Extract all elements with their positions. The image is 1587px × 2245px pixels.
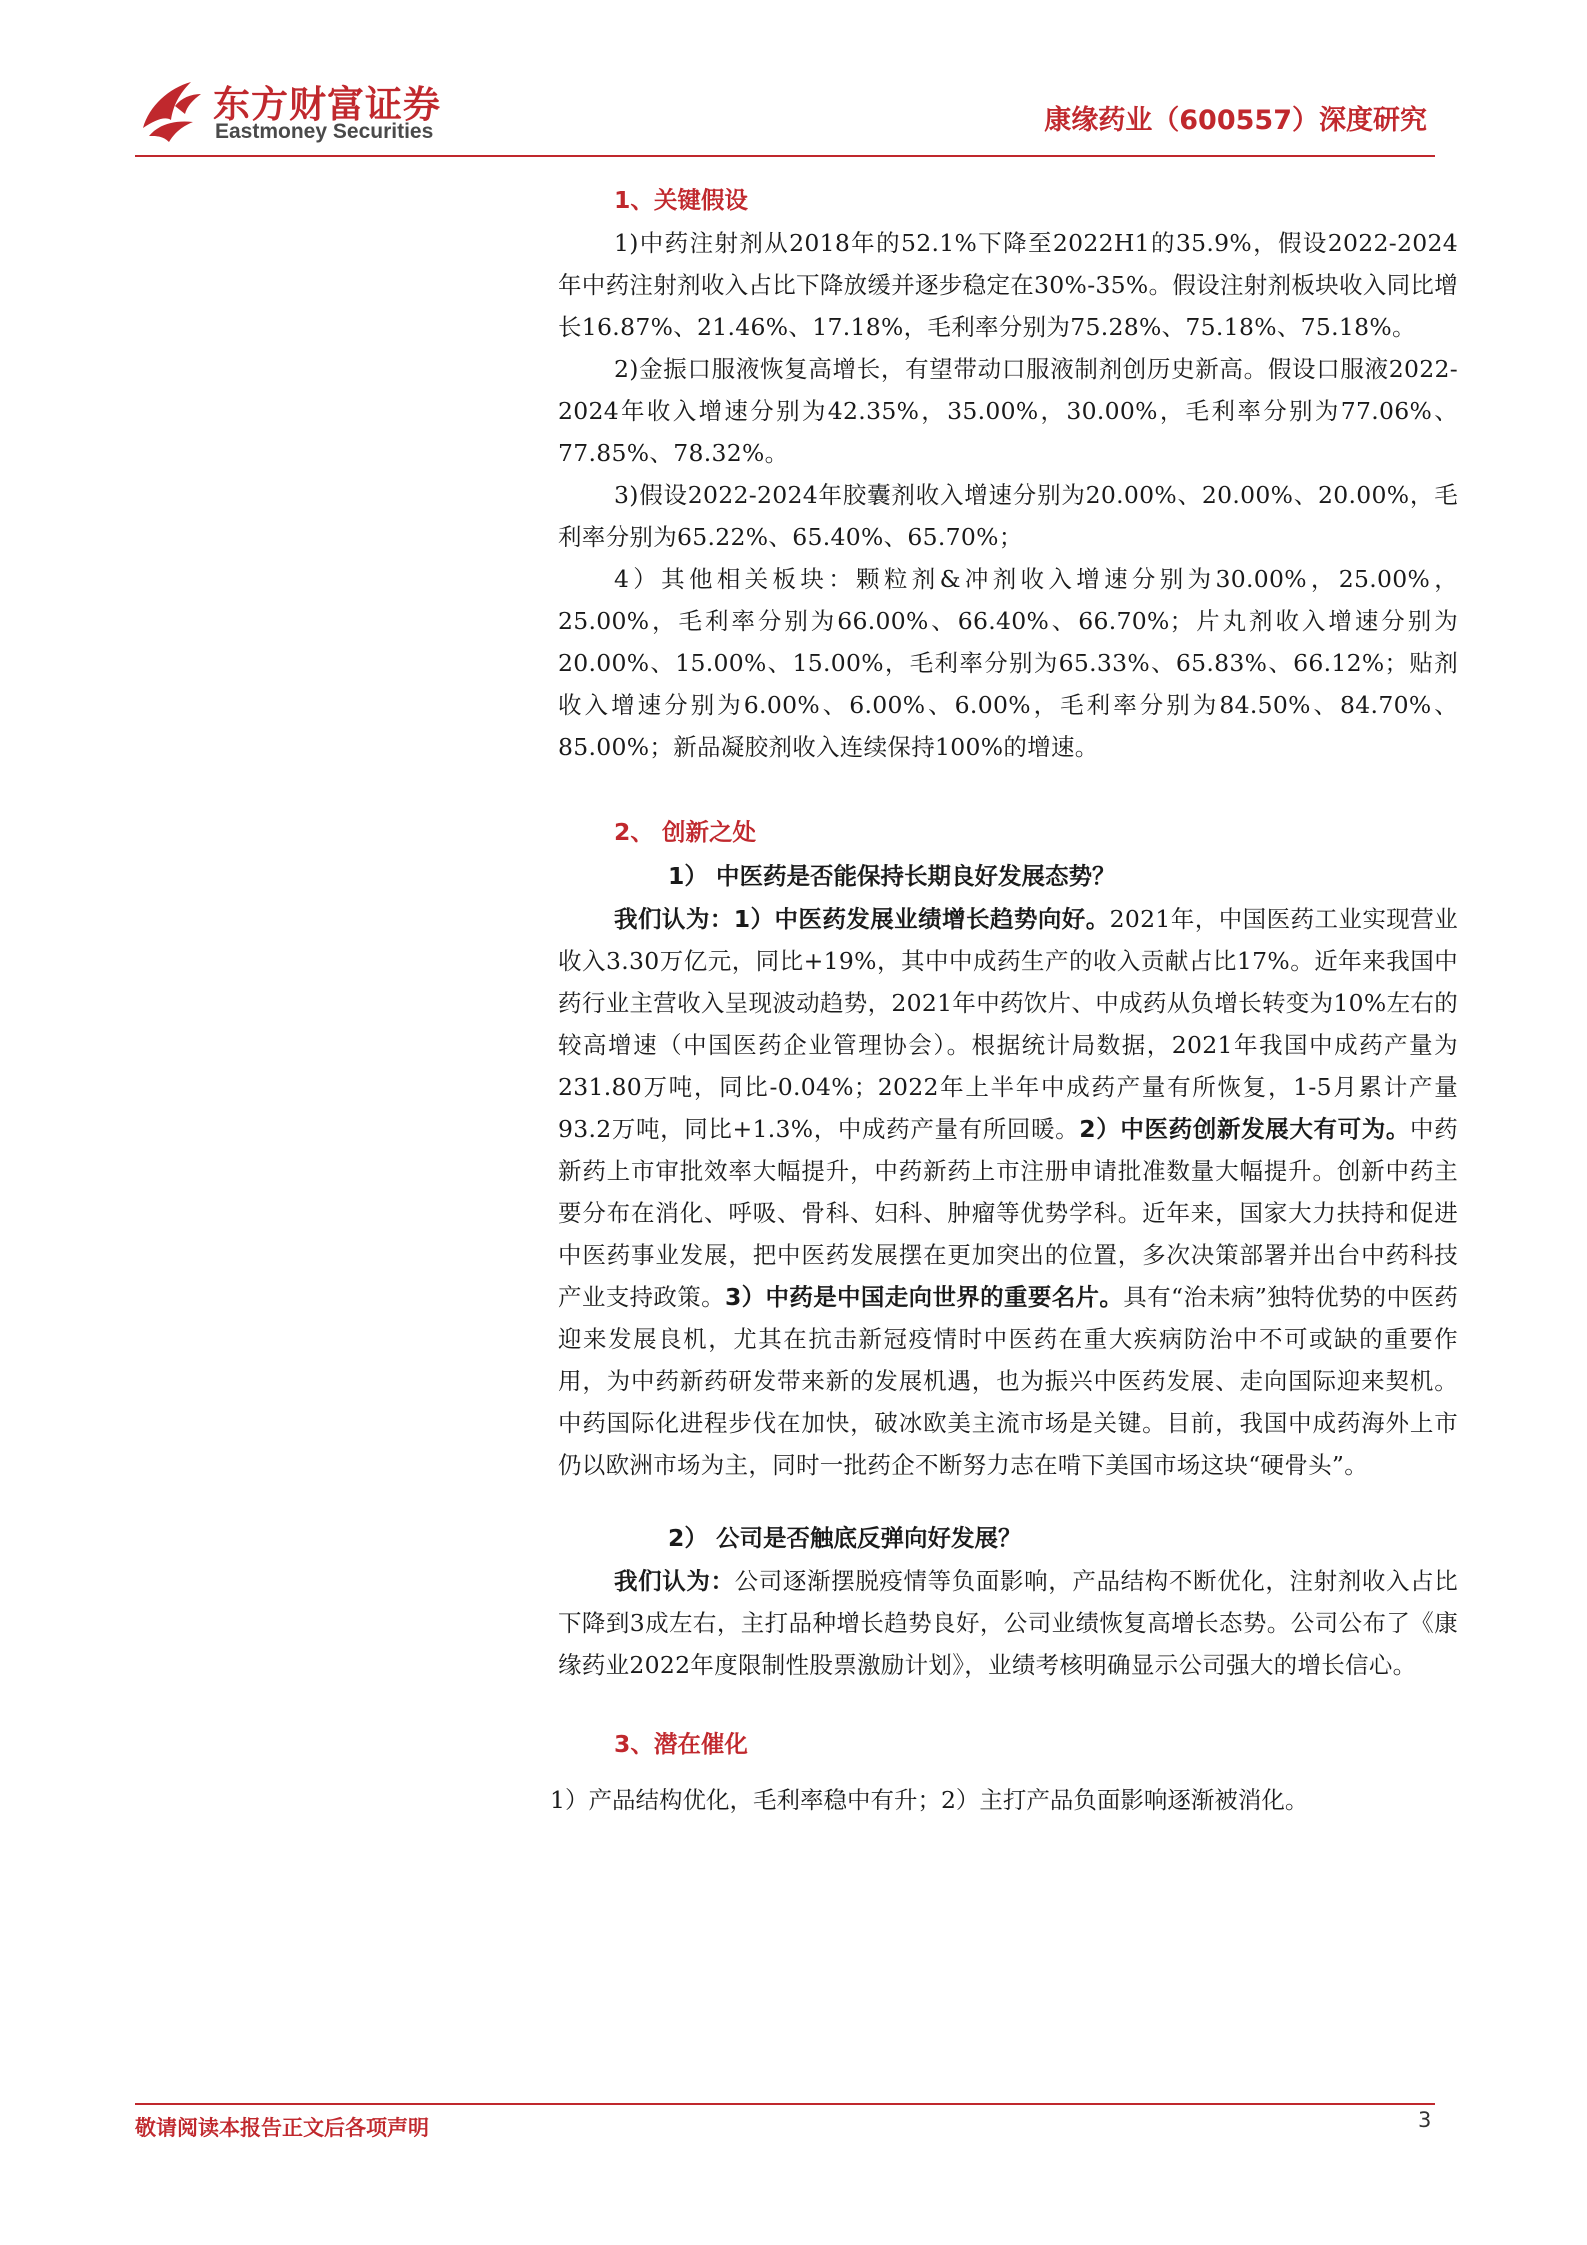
lead-bold-growth: 我们认为：1）中医药发展业绩增长趋势向好。 (614, 905, 1110, 933)
text-global: 具有“治未病”独特优势的中医药迎来发展良机，尤其在抗击新冠疫情时中医药在重大疾病防治中不可或缺的重要作用，为中药新药研发带来新的发展机遇，也为振兴中医药发展、走向国际迎来契机。中药国际化进程步伐在加快，破冰欧美主流市场是关键。目前，我国中成药海外上市仍以欧洲市场为主，同时一批药企不断努力志在啃下美国市场这块“硬骨头”。 (558, 1283, 1458, 1479)
text-growth: 2021年，中国医药工业实现营业收入3.30万亿元，同比+19%，其中中成药生产的收入贡献占比17%。近年来我国中药行业主营收入呈现波动趋势，2021年中药饮片、中成药从负增长转变为10%左右的较高增速（中国医药企业管理协会）。根据统计局数据，2021年我国中成药产量为231.80万吨，同比-0.04%；2022年上半年中成药产量有所恢复，1-5月累计产量93.2万吨，同比+1.3%，中成药产量有所回暖。 (558, 905, 1458, 1143)
section-title-catalysts: 3、潜在催化 (614, 1730, 748, 1758)
logo-english-name: Eastmoney Securities (215, 120, 434, 143)
text-innovation: 中药新药上市审批效率大幅提升，中药新药上市注册申请批准数量大幅提升。创新中药主要分布在消化、呼吸、骨科、妇科、肿瘤等优势学科。近年来，国家大力扶持和促进中医药事业发展，把中医药发展摆在更加突出的位置，多次决策部署并出台中药科技产业支持政策。 (558, 1115, 1458, 1311)
paragraph-company-analysis (558, 1560, 1458, 1686)
footer-disclaimer: 敬请阅读本报告正文后各项声明 (135, 2116, 429, 2140)
section-title-key-assumptions: 1、关键假设 (614, 186, 748, 214)
paragraph-capsule: 3)假设2022-2024年胶囊剂收入增速分别为20.00%、20.00%、20.00%，毛利率分别为65.22%、65.40%、65.70%； (558, 481, 1458, 551)
logo-chinese-name: 东方财富证券 (213, 83, 441, 126)
paragraph-tcm-analysis (558, 898, 1458, 1486)
company-logo (135, 68, 475, 150)
paragraph-catalysts: 1）产品结构优化，毛利率稳中有升；2）主打产品负面影响逐渐被消化。 (550, 1786, 1309, 1814)
lead-bold-innovation: 2）中医药创新发展大有可为。 (1079, 1115, 1411, 1143)
header-divider (135, 155, 1435, 157)
paragraph-injection: 1)中药注射剂从2018年的52.1%下降至2022H1的35.9%，假设2022-2024年中药注射剂收入占比下降放缓并逐步稳定在30%-35%。假设注射剂板块收入同比增长16.87%、21.46%、17.18%，毛利率分别为75.28%、75.18%、75.18%。 (558, 229, 1458, 341)
page-number: 3 (1418, 2108, 1432, 2132)
report-title: 康缘药业（600557）深度研究 (1044, 105, 1427, 136)
lead-bold-we-think: 我们认为： (614, 1567, 735, 1595)
paragraph-oral-liquid: 2)金振口服液恢复高增长，有望带动口服液制剂创历史新高。假设口服液2022-2024年收入增速分别为42.35%，35.00%，30.00%，毛利率分别为77.06%、77.85%、78.32%。 (558, 355, 1458, 467)
main-content (550, 178, 1459, 1822)
footer-divider (135, 2103, 1435, 2105)
page-header (0, 0, 1587, 160)
lead-bold-global: 3）中药是中国走向世界的重要名片。 (724, 1283, 1124, 1311)
text-company: 公司逐渐摆脱疫情等负面影响，产品结构不断优化，注射剂收入占比下降到3成左右，主打品种增长趋势良好，公司业绩恢复高增长态势。公司公布了《康缘药业2022年度限制性股票激励计划》，业绩考核明确显示公司强大的增长信心。 (558, 1567, 1459, 1679)
section-title-innovation: 2、 创新之处 (614, 818, 757, 846)
question-company-rebound: 2） 公司是否触底反弹向好发展？ (668, 1524, 1022, 1552)
eastmoney-logo-icon (135, 76, 205, 146)
paragraph-other-segments: 4）其他相关板块：颗粒剂&冲剂收入增速分别为30.00%，25.00%，25.00%，毛利率分别为66.00%、66.40%、66.70%；片丸剂收入增速分别为20.00%、15.00%、15.00%，毛利率分别为65.33%、65.83%、66.12%；贴剂收入增速分别为6.00%、6.00%、6.00%，毛利率分别为84.50%、84.70%、85.00%；新品凝胶剂收入连续保持100%的增速。 (558, 565, 1458, 761)
question-tcm-development: 1） 中医药是否能保持长期良好发展态势？ (668, 862, 1116, 890)
